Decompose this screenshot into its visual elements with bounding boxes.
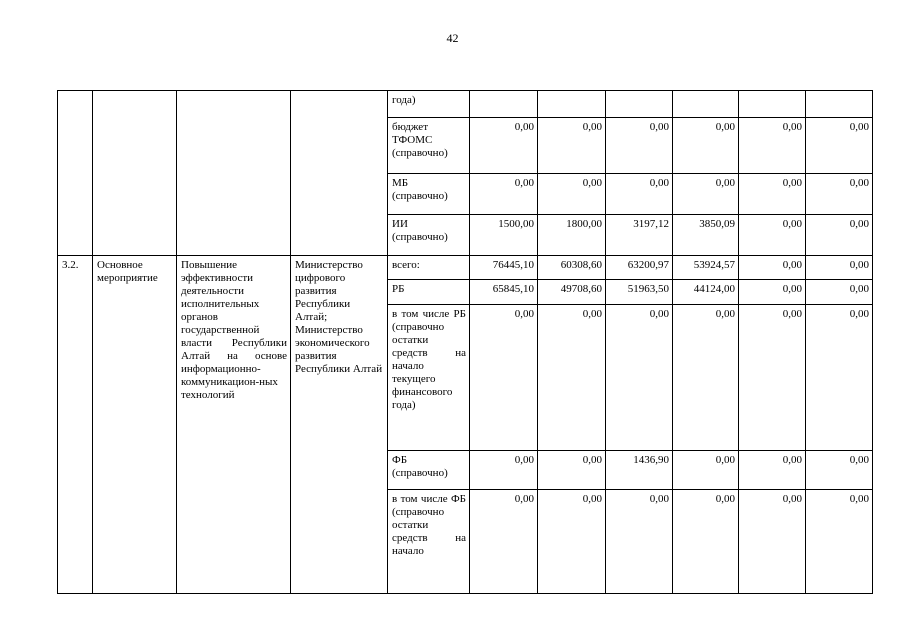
value-cell: 0,00 [739,256,806,280]
table-row [58,256,873,280]
empty-cell [177,91,291,256]
value-cell: 1800,00 [538,215,606,256]
measure-executor: Министерство цифрового развития Республики Алтай; Министерство экономического развития Республики Алтай [291,256,388,594]
funding-source-cell: ФБ (справочно) [388,451,470,490]
value-cell: 0,00 [470,490,538,594]
value-cell: 0,00 [673,174,739,215]
page-number: 42 [446,31,459,45]
value-cell: 0,00 [806,280,873,305]
value-cell: 60308,60 [538,256,606,280]
value-cell: 63200,97 [606,256,673,280]
value-cell: 0,00 [470,174,538,215]
funding-source-cell: в том числе РБ (справочно остатки средств на начало текущего финансового года) [388,305,470,451]
empty-cell [291,91,388,256]
value-cell: 0,00 [538,490,606,594]
value-cell: 49708,60 [538,280,606,305]
value-cell: 51963,50 [606,280,673,305]
value-cell: 0,00 [739,280,806,305]
value-cell: 0,00 [806,118,873,174]
value-cell: 3197,12 [606,215,673,256]
value-cell: 0,00 [739,451,806,490]
value-cell: 0,00 [739,305,806,451]
value-cell [673,91,739,118]
value-cell: 3850,09 [673,215,739,256]
funding-source-cell: МБ (справочно) [388,174,470,215]
value-cell: 0,00 [739,118,806,174]
value-cell: 0,00 [673,118,739,174]
value-cell: 53924,57 [673,256,739,280]
value-cell: 1500,00 [470,215,538,256]
measure-type: Основное мероприятие [93,256,177,594]
value-cell: 0,00 [806,305,873,451]
value-cell: 65845,10 [470,280,538,305]
value-cell: 0,00 [806,490,873,594]
empty-cell [93,91,177,256]
value-cell: 0,00 [806,215,873,256]
funding-source-cell: бюджет ТФОМС (справочно) [388,118,470,174]
value-cell [606,91,673,118]
value-cell: 0,00 [806,256,873,280]
value-cell: 76445,10 [470,256,538,280]
measure-name: Повышение эффективности деятельности исполнительных органов государственной власти Республики Алтай на основе информационно-коммуникацион-ных технологий [177,256,291,594]
value-cell: 0,00 [806,451,873,490]
measure-number: 3.2. [58,256,93,594]
value-cell: 44124,00 [673,280,739,305]
value-cell: 0,00 [739,490,806,594]
value-cell: 0,00 [739,215,806,256]
value-cell: 0,00 [673,305,739,451]
value-cell [806,91,873,118]
value-cell: 0,00 [538,451,606,490]
funding-source-cell: ИИ (справочно) [388,215,470,256]
value-cell: 0,00 [470,305,538,451]
value-cell [739,91,806,118]
value-cell: 0,00 [538,305,606,451]
funding-source-cell: всего: [388,256,470,280]
empty-cell [58,91,93,256]
budget-table [57,90,873,594]
value-cell: 0,00 [606,305,673,451]
funding-source-cell: в том числе ФБ (справочно остатки средств на начало [388,490,470,594]
value-cell: 0,00 [606,174,673,215]
value-cell: 0,00 [470,118,538,174]
value-cell: 0,00 [538,118,606,174]
value-cell: 0,00 [470,451,538,490]
funding-source-cell: года) [388,91,470,118]
value-cell: 0,00 [673,490,739,594]
value-cell: 1436,90 [606,451,673,490]
value-cell: 0,00 [606,118,673,174]
value-cell [470,91,538,118]
value-cell: 0,00 [739,174,806,215]
value-cell: 0,00 [538,174,606,215]
value-cell: 0,00 [673,451,739,490]
table-row [58,91,873,118]
funding-source-cell: РБ [388,280,470,305]
value-cell: 0,00 [806,174,873,215]
value-cell [538,91,606,118]
value-cell: 0,00 [606,490,673,594]
